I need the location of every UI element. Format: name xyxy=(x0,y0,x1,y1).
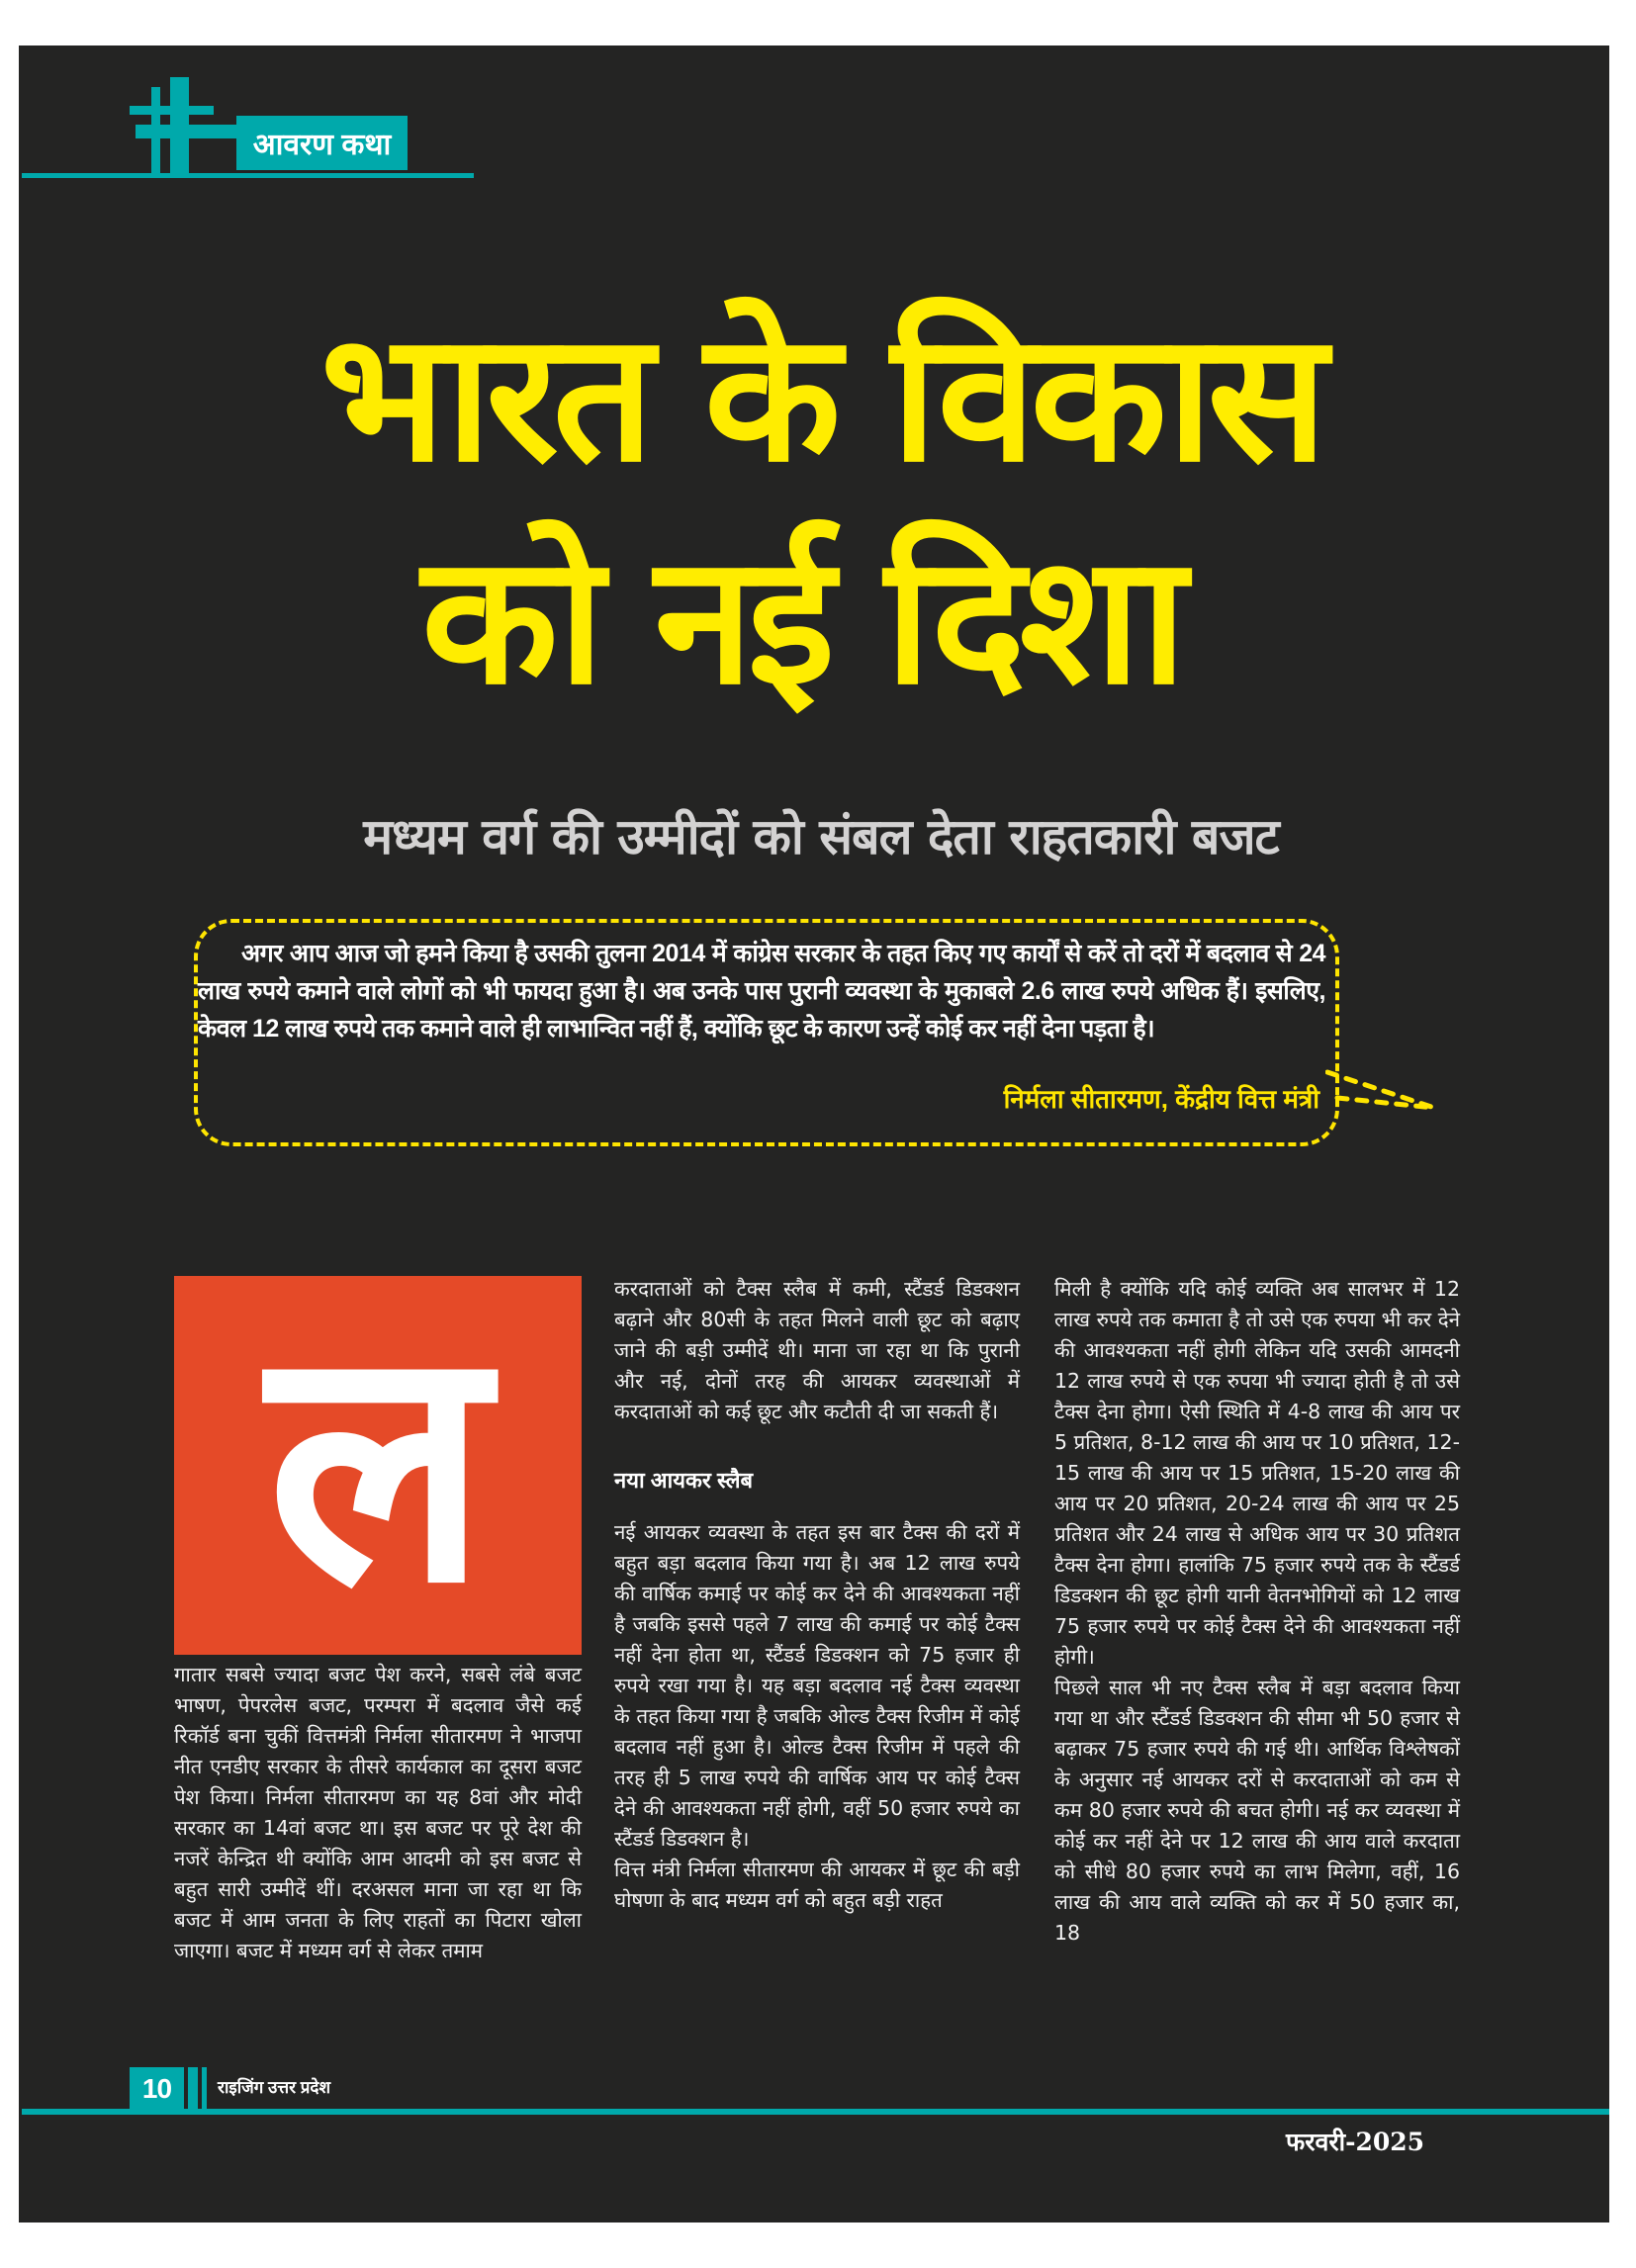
footer-bar-decoration xyxy=(202,2067,207,2110)
article-column-3 xyxy=(1054,1274,1460,1949)
quote-text xyxy=(198,935,1325,1047)
publication-name: राइजिंग उत्तर प्रदेश xyxy=(218,2078,331,2097)
quote-attribution: निर्मला सीतारमण, केंद्रीय वित्त मंत्री xyxy=(1003,1084,1319,1114)
paragraph: वित्त मंत्री निर्मला सीतारमण की आयकर में छूट की बड़ी घोषणा के बाद मध्यम वर्ग को बहुत बड़ी राहत xyxy=(614,1858,1020,1912)
hash-icon-bar xyxy=(130,106,214,115)
headline-line-1: भारत के विकास xyxy=(319,295,1322,501)
footer-bar-decoration xyxy=(188,2067,198,2110)
paragraph: करदाताओं को टैक्स स्लैब में कमी, स्टैंडर्ड डिडक्शन बढ़ाने और 80सी के तहत मिलने वाली छूट को बढ़ाए जाने की बड़ी उम्मीदें थी। माना जा रहा था कि पुरानी और नई, दोनों तरह की आयकर व्यवस्थाओं में करदाताओं को कई छूट और कटौती दी जा सकती हैं। xyxy=(614,1277,1020,1423)
subheadline: मध्यम वर्ग की उम्मीदों को संबल देता राहतकारी बजट xyxy=(363,808,1279,865)
article-column-2 xyxy=(614,1274,1020,1916)
drop-cap: ल xyxy=(174,1276,582,1655)
page-number: 10 xyxy=(130,2067,184,2110)
article-column-1 xyxy=(174,1660,582,1966)
speech-bubble-tail-icon xyxy=(1325,1068,1454,1137)
quote-body: अगर आप आज जो हमने किया है उसकी तुलना 2014 में कांग्रेस सरकार के तहत किए गए कार्यों से करें तो दरों में बदलाव से 24 लाख रुपये कमाने वाले लोगों को भी फायदा हुआ है। अब उनके पास पुरानी व्यवस्था के मुकाबले 2.6 लाख रुपये अधिक हैं। इसलिए, केवल 12 लाख रुपये तक कमाने वाले ही लाभान्वित नहीं हैं, क्योंकि छूट के कारण उन्हें कोई कर नहीं देना पड़ता है। xyxy=(198,940,1325,1043)
paragraph: गातार सबसे ज्यादा बजट पेश करने, सबसे लंबे बजट भाषण, पेपरलेस बजट, परम्परा में बदलाव जैसे कई रिकॉर्ड बना चुकीं वित्तमंत्री निर्मला सीतारमण ने भाजपा नीत एनडीए सरकार के तीसरे कार्यकाल का दूसरा बजट पेश किया। निर्मला सीतारमण का यह 8वां और मोदी सरकार का 14वां बजट था। इस बजट पर पूरे देश की नजरें केन्द्रित थी क्योंकि आम आदमी को इस बजट से बहुत सारी उम्मीदें थीं। दरअसल माना जा रहा था कि बजट में आम जनता के लिए राहतों का पिटारा खोला जाएगा। बजट में मध्यम वर्ग से लेकर तमाम xyxy=(174,1663,582,1962)
section-heading: नया आयकर स्लैब xyxy=(614,1468,754,1493)
paragraph: नई आयकर व्यवस्था के तहत इस बार टैक्स की दरों में बहुत बड़ा बदलाव किया गया है। अब 12 लाख रुपये की वार्षिक कमाई पर कोई कर देने की आवश्यकता नहीं है जबकि इससे पहले 7 लाख की कमाई पर कोई टैक्स नहीं देना होता था, स्टैंडर्ड डिडक्शन को 75 हजार ही रुपये रखा गया है। यह बड़ा बदलाव नई टैक्स व्यवस्था के तहत किया गया है जबकि ओल्ड टैक्स रिजीम में कोई बदलाव नहीं हुआ है। ओल्ड टैक्स रिजीम में पहले की तरह ही 5 लाख रुपये की वार्षिक आय पर कोई टैक्स देने की आवश्यकता नहीं होगी, वहीं 50 हजार रुपये का स्टैंडर्ड डिडक्शन है। xyxy=(614,1520,1020,1851)
footer-rule xyxy=(22,2109,1609,2115)
paragraph: पिछले साल भी नए टैक्स स्लैब में बड़ा बदलाव किया गया था और स्टैंडर्ड डिडक्शन की सीमा भी 50 हजार से बढ़ाकर 75 हजार रुपये की गई थी। आर्थिक विश्लेषकों के अनुसार नई आयकर दरों से करदाताओं को कम से कम 80 हजार रुपये की बचत होगी। नई कर व्यवस्था में कोई कर नहीं देने पर 12 लाख की आय वाले करदाता को सीधे 80 हजार रुपये का लाभ मिलेगा, वहीं, 16 लाख की आय वाले व्यक्ति को कर में 50 हजार का, 18 xyxy=(1054,1676,1460,1945)
paragraph: मिली है क्योंकि यदि कोई व्यक्ति अब सालभर में 12 लाख रुपये तक कमाता है तो उसे एक रुपया भी कर देने की आवश्यकता नहीं होगी लेकिन यदि उसकी आमदनी 12 लाख रुपये से एक रुपया भी ज्यादा होती है तो उसे टैक्स देना होगा। ऐसी स्थिति में 4-8 लाख की आय पर 5 प्रतिशत, 8-12 लाख की आय पर 10 प्रतिशत, 12-15 लाख की आय पर 15 प्रतिशत, 15-20 लाख की आय पर 20 प्रतिशत, 20-24 लाख की आय पर 25 प्रतिशत और 24 लाख से अधिक आय पर 30 प्रतिशत टैक्स देना होगा। हालांकि 75 हजार रुपये तक के स्टैंडर्ड डिडक्शन की छूट होगी यानी वेतनभोगियों को 12 लाख 75 हजार रुपये पर कोई टैक्स देने की आवश्यकता नहीं होगी। xyxy=(1054,1277,1460,1669)
section-tag: आवरण कथा xyxy=(236,116,408,170)
issue-date: फरवरी-2025 xyxy=(1286,2128,1425,2156)
headline xyxy=(119,287,1523,732)
header-rule xyxy=(22,173,474,178)
headline-line-2: को नई दिशा xyxy=(421,517,1181,724)
hash-icon-bar xyxy=(136,125,236,138)
